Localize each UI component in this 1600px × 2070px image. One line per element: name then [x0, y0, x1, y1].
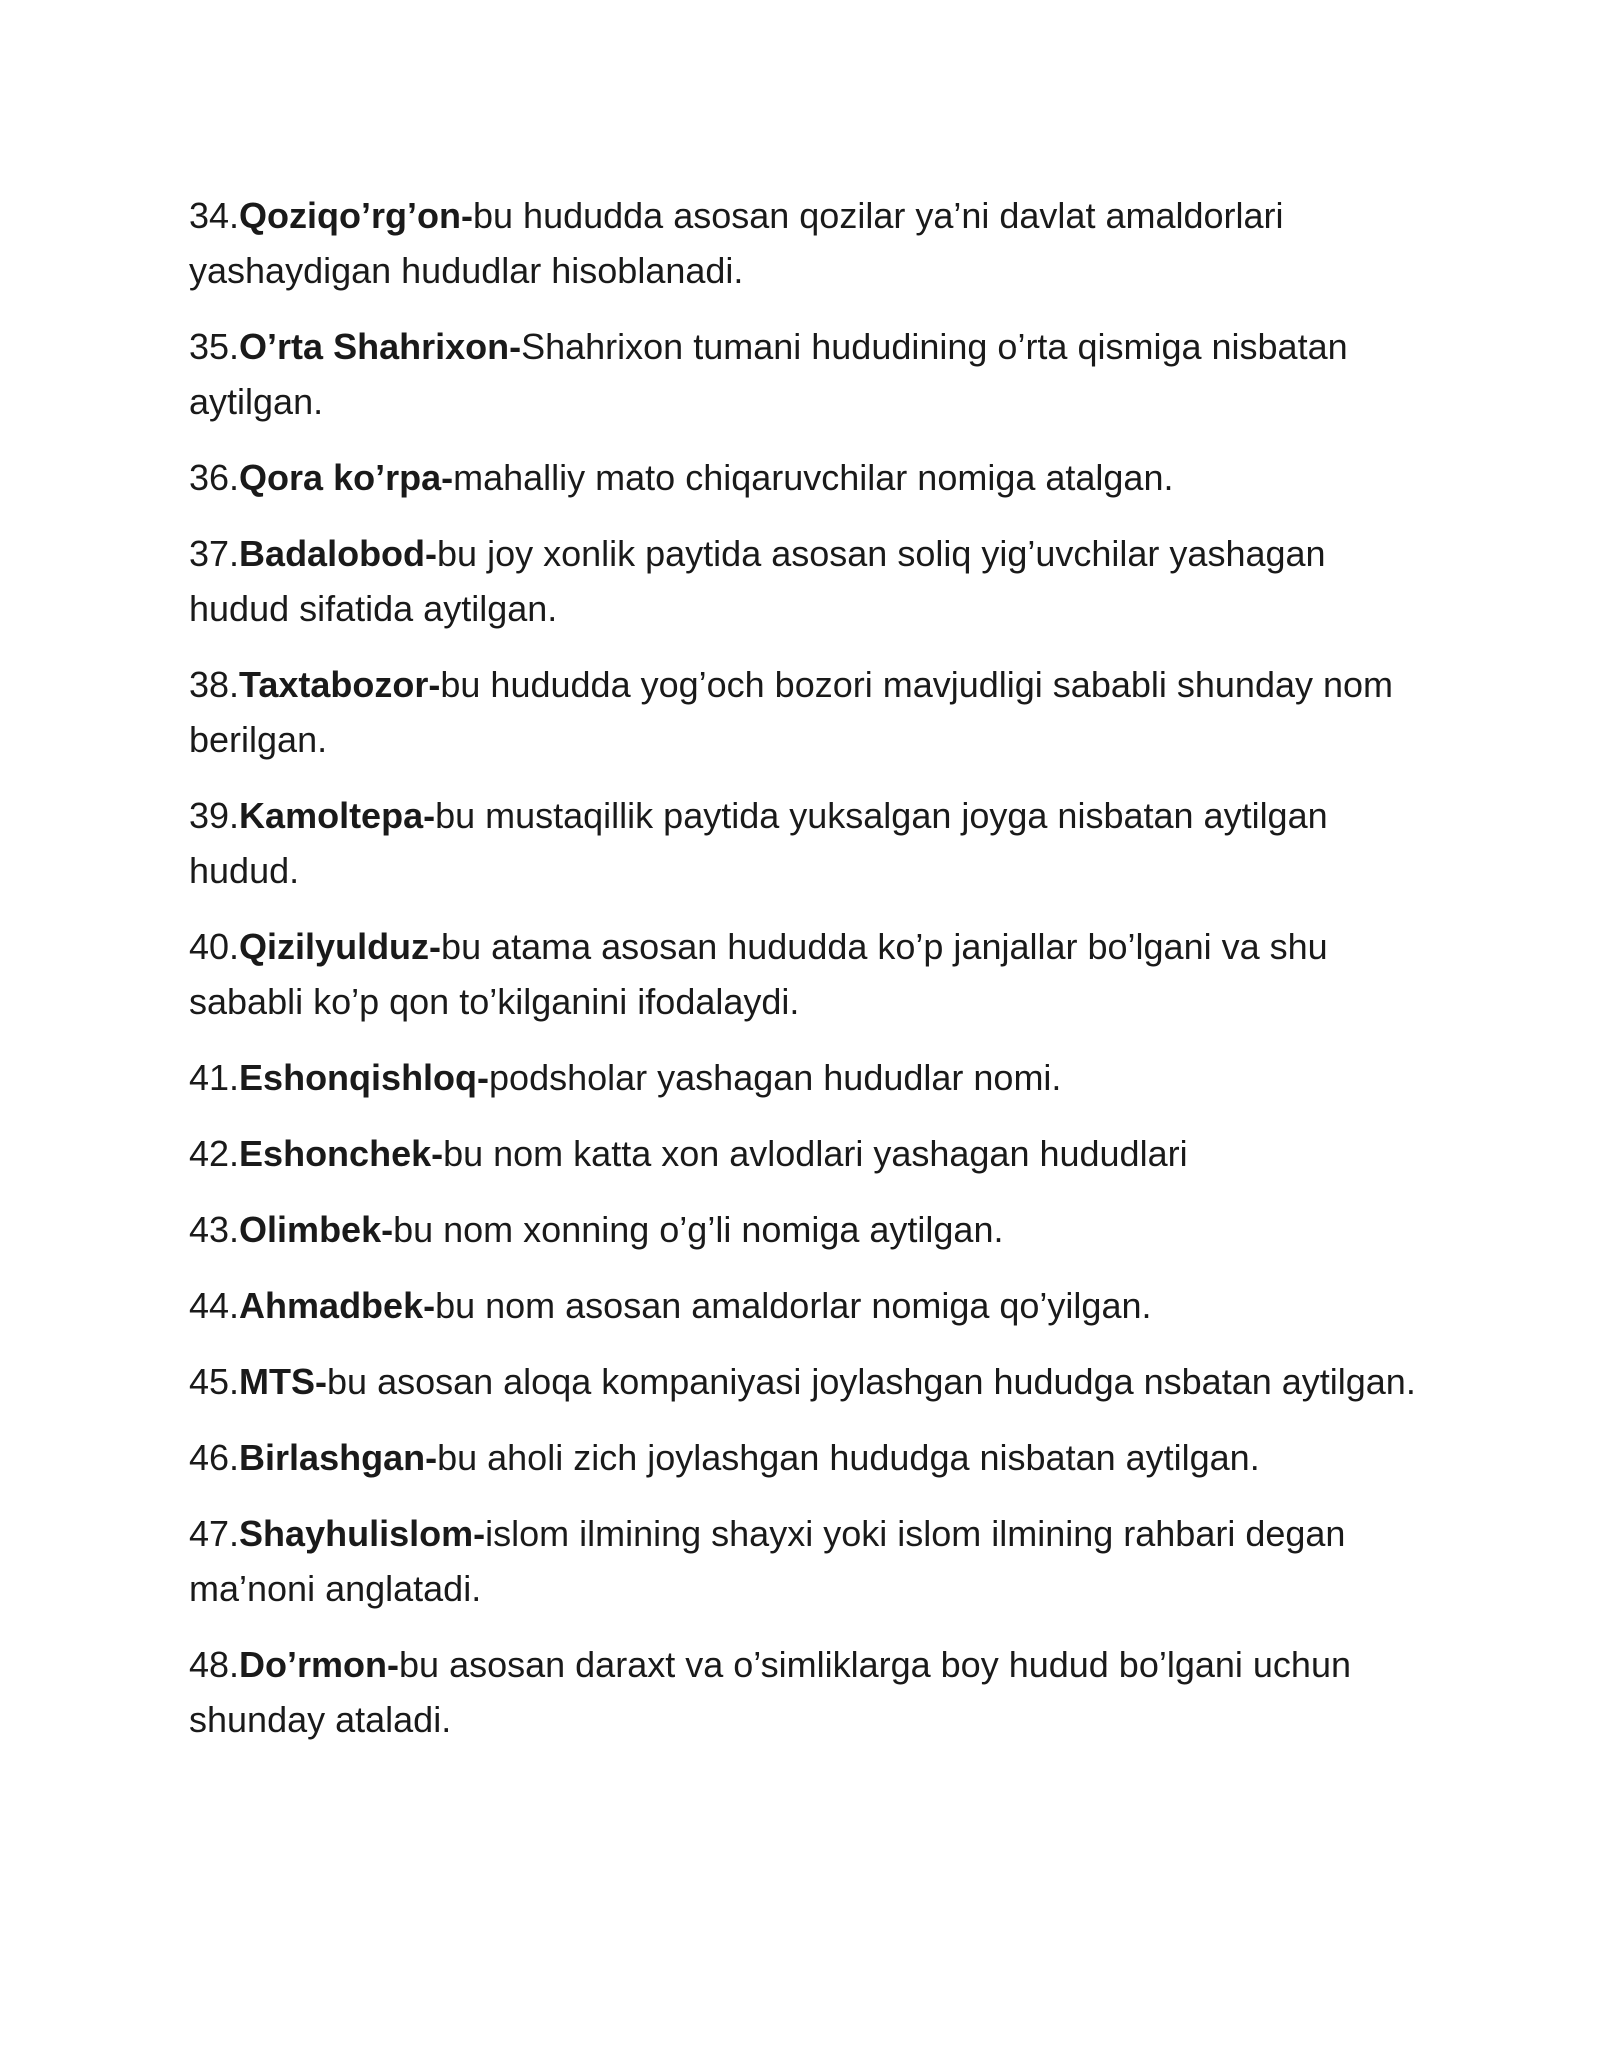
entry-text: podsholar yashagan hududlar nomi.	[489, 1057, 1062, 1098]
list-item	[189, 919, 1429, 1029]
entry-number: 37.	[189, 533, 240, 574]
entry-number: 38.	[189, 664, 240, 705]
list-item	[189, 1202, 1429, 1257]
entry-text: bu nom asosan amaldorlar nomiga qo’yilgan.	[435, 1285, 1152, 1326]
list-item	[189, 1278, 1429, 1333]
entry-term: Qizilyulduz-	[239, 926, 442, 967]
entry-text: bu nom xonning o’g’li nomiga aytilgan.	[393, 1209, 1004, 1250]
entry-term: Taxtabozor-	[239, 664, 441, 705]
entry-list	[189, 188, 1429, 1768]
list-item	[189, 657, 1429, 767]
entry-number: 35.	[189, 326, 240, 367]
list-item	[189, 1050, 1429, 1105]
entry-term: Badalobod-	[239, 533, 438, 574]
entry-number: 39.	[189, 795, 240, 836]
entry-text: bu joy xonlik paytida asosan soliq yig’uvchilar yashagan hudud sifatida aytilgan.	[189, 533, 1326, 629]
entry-term: Qora ko’rpa-	[239, 457, 454, 498]
entry-number: 44.	[189, 1285, 240, 1326]
entry-term: O’rta Shahrixon-	[239, 326, 522, 367]
entry-term: Ahmadbek-	[239, 1285, 436, 1326]
list-item	[189, 1637, 1429, 1747]
entry-term: Eshonqishloq-	[239, 1057, 490, 1098]
list-item	[189, 1354, 1429, 1409]
entry-text: bu hududda asosan qozilar ya’ni davlat amaldorlari yashaydigan hududlar hisoblanadi.	[189, 195, 1284, 291]
entry-term: Eshonchek-	[239, 1133, 444, 1174]
entry-number: 46.	[189, 1437, 240, 1478]
entry-number: 43.	[189, 1209, 240, 1250]
entry-text: islom ilmining shayxi yoki islom ilmining rahbari degan ma’noni anglatadi.	[189, 1513, 1346, 1609]
entry-term: Kamoltepa-	[239, 795, 436, 836]
entry-number: 36.	[189, 457, 240, 498]
entry-term: Do’rmon-	[239, 1644, 400, 1685]
list-item	[189, 1506, 1429, 1616]
list-item	[189, 450, 1429, 505]
entry-text: Shahrixon tumani hududining o’rta qismiga nisbatan aytilgan.	[189, 326, 1348, 422]
entry-number: 40.	[189, 926, 240, 967]
entry-number: 47.	[189, 1513, 240, 1554]
entry-term: Shayhulislom-	[239, 1513, 486, 1554]
entry-number: 41.	[189, 1057, 240, 1098]
entry-text: bu hududda yog’och bozori mavjudligi sababli shunday nom berilgan.	[189, 664, 1394, 760]
entry-text: bu nom katta xon avlodlari yashagan hududlari	[443, 1133, 1188, 1174]
entry-term: Olimbek-	[239, 1209, 394, 1250]
list-item	[189, 788, 1429, 898]
entry-number: 48.	[189, 1644, 240, 1685]
list-item	[189, 1126, 1429, 1181]
list-item	[189, 526, 1429, 636]
list-item	[189, 188, 1429, 298]
entry-text: bu asosan daraxt va o’simliklarga boy hudud bo’lgani uchun shunday ataladi.	[189, 1644, 1351, 1740]
list-item	[189, 1430, 1429, 1485]
entry-text: mahalliy mato chiqaruvchilar nomiga atalgan.	[453, 457, 1174, 498]
list-item	[189, 319, 1429, 429]
entry-text: bu mustaqillik paytida yuksalgan joyga nisbatan aytilgan hudud.	[189, 795, 1328, 891]
entry-text: bu atama asosan hududda ko’p janjallar bo’lgani va shu sababli ko’p qon to’kilganini ifodalaydi.	[189, 926, 1328, 1022]
entry-term: Birlashgan-	[239, 1437, 438, 1478]
entry-number: 42.	[189, 1133, 240, 1174]
entry-text: bu aholi zich joylashgan hududga nisbatan aytilgan.	[437, 1437, 1260, 1478]
entry-term: Qoziqo’rg’on-	[239, 195, 473, 236]
entry-text: bu asosan aloqa kompaniyasi joylashgan hududga nsbatan aytilgan.	[327, 1361, 1416, 1402]
entry-number: 34.	[189, 195, 240, 236]
entry-number: 45.	[189, 1361, 240, 1402]
entry-term: MTS-	[239, 1361, 328, 1402]
